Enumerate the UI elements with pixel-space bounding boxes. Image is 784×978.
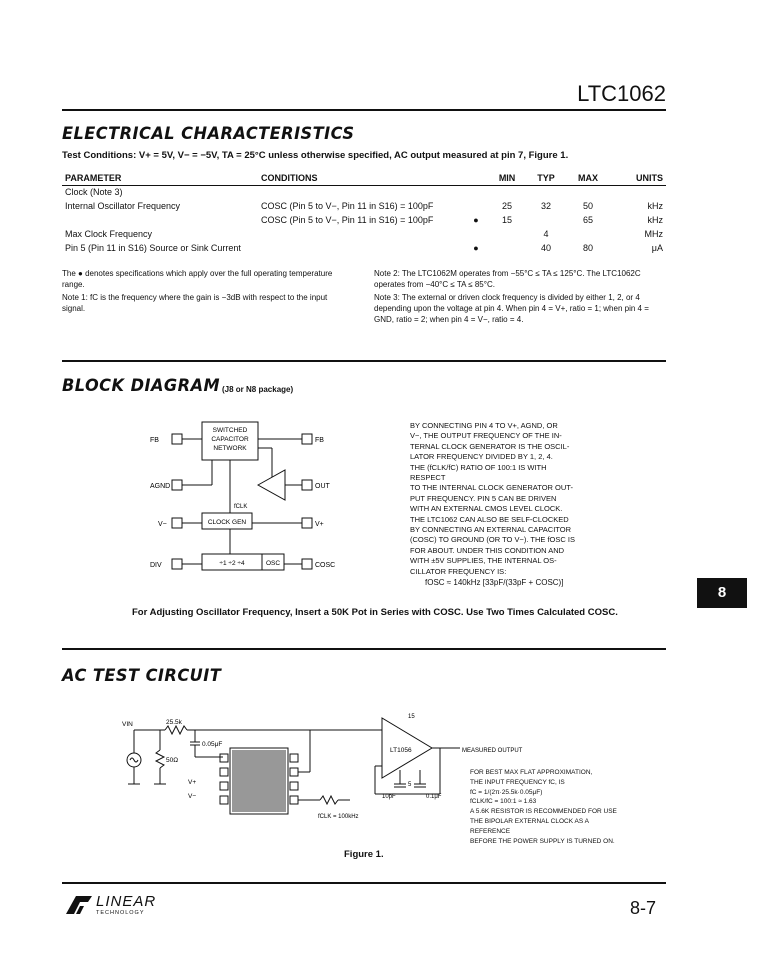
col-units: UNITS — [610, 171, 666, 186]
pin7-label: OUT — [315, 483, 330, 490]
pin1-box — [172, 434, 182, 444]
cell-conditions: COSC (Pin 5 to V−, Pin 11 in S16) = 100pF — [261, 215, 434, 225]
cell-units: kHz — [647, 201, 663, 211]
cell-conditions — [258, 186, 464, 201]
pin3-label: V− — [158, 521, 167, 528]
cell-conditions: COSC (Pin 5 to V−, Pin 11 in S16) = 100pF — [261, 201, 434, 211]
description-line: LATOR FREQUENCY DIVIDED BY 1, 2, 4. — [410, 452, 553, 462]
description-line: TERNAL CLOCK GENERATOR IS THE OSCIL- — [410, 441, 570, 451]
note-line: fC = 1/(2π·25.5k·0.05μF) — [470, 788, 543, 796]
description-line: FOR ABOUT. UNDER THIS CONDITION AND — [410, 545, 565, 555]
section-rule-2 — [62, 648, 666, 650]
pin5-box — [302, 559, 312, 569]
cell-units: kHz — [647, 215, 663, 225]
cell-dot — [464, 200, 488, 214]
cap1-label: 10pF — [382, 794, 396, 800]
cell-max: 65 — [582, 215, 593, 225]
note-line: BEFORE THE POWER SUPPLY IS TURNED ON. — [470, 837, 615, 845]
cell-max: 80 — [582, 243, 593, 253]
cell-dot — [464, 228, 488, 242]
table-row — [62, 200, 666, 214]
fclk-label: fCLK — [234, 504, 248, 510]
osc-formula: fOSC ≈ 140kHz [33pF/(33pF + COSC)] — [425, 578, 564, 587]
cell-max — [566, 186, 610, 201]
description-line: THE (fCLK/fC) RATIO OF 100:1 IS WITH RESPECT — [410, 462, 547, 483]
electrical-title: ELECTRICAL CHARACTERISTICS — [62, 124, 355, 144]
pin1-label: FB — [150, 437, 159, 444]
pin3-box — [172, 518, 182, 528]
notes-left — [62, 268, 347, 316]
c1-label: 0.05μF — [202, 741, 223, 748]
pin5-label: COSC — [315, 562, 336, 569]
cell-min — [488, 228, 526, 242]
clock-resistor — [320, 796, 338, 804]
col-dot — [464, 171, 488, 186]
note-line: FOR BEST MAX FLAT APPROXIMATION, — [470, 769, 593, 776]
table-row — [62, 214, 666, 228]
cell-units: μA — [651, 243, 663, 253]
divider-label: ÷1 ÷2 ÷4 — [219, 560, 245, 567]
description-line: (COSC) TO GROUND (OR TO V−). THE fOSC IS — [410, 535, 575, 545]
output-label: MEASURED OUTPUT — [462, 748, 523, 754]
description-line: WITH ±5V SUPPLIES, THE INTERNAL OS- — [410, 556, 557, 566]
pin-bot-label: 5 — [408, 782, 412, 788]
vin-label: VIN — [122, 721, 133, 728]
part-number: LTC1062 — [577, 81, 666, 106]
note-2: Note 2: The LTC1062M operates from −55°C ≤ TA ≤ 125°C. The LTC1062C operates from −40°C ≤ TA ≤ 85°C. — [374, 269, 641, 289]
cell-units: MHz — [644, 229, 663, 239]
cell-typ: 32 — [541, 201, 552, 211]
col-conditions: CONDITIONS — [258, 171, 464, 186]
col-typ: TYP — [526, 171, 566, 186]
cell-conditions — [258, 228, 464, 242]
note-line: THE BIPOLAR EXTERNAL CLOCK AS A REFERENCE — [470, 817, 589, 835]
osc-label: OSC — [265, 560, 281, 567]
description-line: THE LTC1062 CAN ALSO BE SELF-CLOCKED — [410, 514, 569, 524]
linear-logo-icon — [64, 894, 94, 916]
note-line: A 5.6K RESISTOR IS RECOMMENDED FOR USE — [470, 808, 617, 816]
svg-text:CAPACITOR: CAPACITOR — [211, 436, 249, 443]
pin2-box — [172, 480, 182, 490]
r2-label: 50Ω — [166, 757, 179, 764]
cell-typ: 40 — [541, 243, 552, 253]
block-diagram-subtitle: (J8 or N8 package) — [222, 385, 294, 394]
input-resistor — [165, 726, 187, 734]
pin8-box — [302, 434, 312, 444]
note-1: Note 1: fC is the frequency where the gain is −3dB with respect to the input signal. — [62, 293, 328, 313]
block-diagram — [150, 418, 350, 588]
pin4-label: DIV — [150, 562, 162, 569]
logo-text: LINEAR — [96, 893, 157, 910]
cell-max: 50 — [582, 201, 593, 211]
description-line: TO THE INTERNAL CLOCK GENERATOR OUT- — [410, 483, 573, 493]
cell-parameter: Clock (Note 3) — [65, 187, 123, 197]
pin2-label: AGND — [150, 483, 171, 490]
col-parameter: PARAMETER — [62, 171, 258, 186]
ac-test-title: AC TEST CIRCUIT — [62, 666, 222, 686]
block-diagram-title: BLOCK DIAGRAM — [62, 376, 221, 396]
table-row — [62, 242, 666, 256]
table-header-row — [62, 171, 666, 186]
note-dot: The ● denotes specifications which apply over the full operating temperature range. — [62, 269, 333, 289]
cell-parameter: Internal Oscillator Frequency — [65, 201, 181, 211]
table-row — [62, 186, 666, 201]
vminus-label: V− — [188, 793, 197, 800]
table-row — [62, 228, 666, 242]
cell-parameter: Max Clock Frequency — [65, 229, 153, 239]
description-line: BY CONNECTING AN EXTERNAL CAPACITOR — [410, 525, 572, 535]
note-line: THE INPUT FREQUENCY fC, IS — [470, 778, 565, 786]
cell-typ: 4 — [543, 229, 549, 239]
note-line: fCLK/fC = 100:1 ≈ 1.63 — [470, 798, 537, 806]
cell-min: 15 — [502, 215, 513, 225]
note-3: Note 3: The external or driven clock frequency is divided by either 1, 2, or 4 depending upon the voltage at pin 4. When pin 4 = V+, ratio = 1; when pin 4 = GND, ratio = 2; when pin 4 = V−, ratio = 4. — [374, 293, 649, 324]
cell-dot: ● — [473, 243, 479, 253]
cap2-label: 0.1μF — [426, 794, 442, 800]
pin4-box — [172, 559, 182, 569]
header-rule — [62, 109, 666, 111]
pin-top-label: 15 — [408, 714, 415, 720]
section-tab: 8 — [697, 578, 747, 608]
fclk-input-label: fCLK = 100kHz — [318, 814, 359, 820]
r1-label: 25.5k — [166, 719, 182, 726]
description-line: WITH AN EXTERNAL CMOS LEVEL CLOCK. — [410, 504, 563, 514]
description-line: PUT FREQUENCY. PIN 5 CAN BE DRIVEN — [410, 493, 557, 503]
col-min: MIN — [488, 171, 526, 186]
pin6-box — [302, 518, 312, 528]
cell-parameter: Pin 5 (Pin 11 in S16) Source or Sink Current — [65, 243, 241, 253]
shunt-resistor — [156, 750, 164, 768]
cell-min: 25 — [502, 201, 513, 211]
cell-dot — [464, 186, 488, 201]
cell-typ — [526, 186, 566, 201]
cell-min — [488, 186, 526, 201]
cell-typ — [526, 214, 566, 228]
cell-conditions — [258, 242, 464, 256]
network-label: SWITCHED — [212, 427, 248, 434]
electrical-table — [62, 171, 666, 256]
cell-max — [566, 228, 610, 242]
logo-sub: TECHNOLOGY — [96, 910, 145, 916]
vplus-label: V+ — [188, 779, 197, 786]
test-conditions: Test Conditions: V+ = 5V, V− = −5V, TA = 25°C unless otherwise specified, AC output measured at pin 7, Figure 1. — [62, 150, 569, 161]
svg-text:NETWORK: NETWORK — [213, 445, 247, 452]
notes-right — [374, 268, 666, 327]
pin6-label: V+ — [315, 521, 324, 528]
description-line: CILLATOR FREQUENCY IS: — [410, 566, 507, 576]
description-line: BY CONNECTING PIN 4 TO V+, AGND, OR — [410, 421, 558, 430]
cell-dot: ● — [473, 215, 479, 225]
clock-gen-label: CLOCK GEN — [207, 519, 247, 526]
ac-test-note — [470, 768, 630, 846]
cell-min — [488, 242, 526, 256]
block-diagram-caption: For Adjusting Oscillator Frequency, Insert a 50K Pot in Series with COSC. Use Two Times Calculated COSC. — [132, 607, 618, 618]
pin8-label: FB — [315, 437, 324, 444]
section-rule-1 — [62, 360, 666, 362]
footer-rule — [62, 882, 666, 884]
cell-units — [610, 186, 666, 201]
col-max: MAX — [566, 171, 610, 186]
figure-caption: Figure 1. — [344, 849, 384, 860]
pin7-box — [302, 480, 312, 490]
description-line: V−, THE OUTPUT FREQUENCY OF THE IN- — [410, 431, 562, 441]
opamp-label: LT1056 — [390, 747, 412, 754]
cell-parameter — [62, 214, 258, 228]
block-diagram-description — [410, 421, 580, 577]
page-number: 8-7 — [630, 898, 657, 918]
